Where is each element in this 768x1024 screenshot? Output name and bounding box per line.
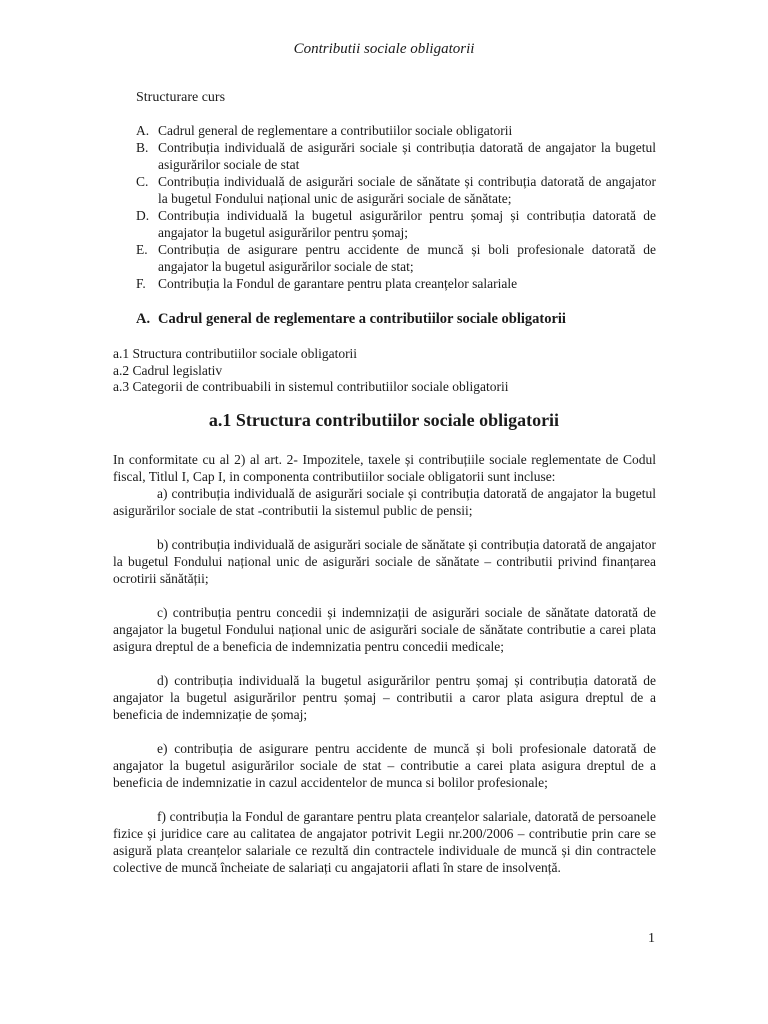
paragraph: d) contribuția individuală la bugetul asigurărilor pentru șomaj și contribuția datorată de angajator la bugetul asigurărilor pentru șomaj – contributii a caror plata asigura dreptul de a beneficia de indemnizație de șomaj; (113, 673, 656, 722)
list-item-text: Contribuția la Fondul de garantare pentru plata creanțelor salariale (158, 276, 518, 291)
intro-paragraph: In conformitate cu al 2) al art. 2- Impozitele, taxele și contribuțiile sociale reglementate de Codul fiscal, Titlul I, Cap I, in componenta contributiilor sociale obligatorii sunt incluse: (113, 452, 656, 484)
list-item (136, 139, 656, 173)
list-item-letter: B. (136, 140, 149, 155)
list-item (136, 173, 656, 207)
list-item (136, 241, 656, 275)
section-a-title (136, 311, 566, 328)
list-item-letter: C. (136, 174, 149, 189)
section-heading: a.1 Structura contributiilor sociale obligatorii (208, 410, 560, 430)
paragraph: f) contribuția la Fondul de garantare pentru plata creanțelor salariale, datorată de persoanele fizice și juridice care au calitatea de angajator potrivit Legii nr.200/2006 – contributie prin care se asigură plata creanțelor salariale ce rezultă din contractele individuale de muncă și din contractele colective de muncă încheiate de salariați cu angajatorii aflati în stare de insolvență. (113, 809, 656, 875)
list-item-text: Contribuția individuală la bugetul asigurărilor pentru șomaj și contribuția datorată de angajator la bugetul asigurărilor pentru șomaj; (158, 208, 656, 240)
list-item-letter: D. (136, 208, 150, 223)
list-item (136, 275, 656, 292)
section-title-text: Cadrul general de reglementare a contributiilor sociale obligatorii (158, 311, 566, 327)
subsection-item: a.3 Categorii de contribuabili in sistemul contributiilor sociale obligatorii (113, 379, 509, 394)
subsection-item: a.2 Cadrul legislativ (113, 362, 223, 378)
list-item-letter: E. (136, 242, 148, 257)
running-header: Contributii sociale obligatorii (293, 41, 475, 57)
body-text (113, 451, 656, 893)
list-item-text: Contribuția de asigurare pentru accidente de muncă și boli profesionale datorată de angajator la bugetul asigurărilor sociale de stat; (158, 242, 656, 274)
course-outline-list (136, 122, 656, 292)
list-item-letter: A. (136, 123, 150, 138)
page-number: 1 (648, 931, 655, 946)
list-item-letter: F. (136, 276, 146, 291)
subsection-list (113, 346, 509, 396)
list-item-text: Cadrul general de reglementare a contributiilor sociale obligatorii (158, 123, 513, 138)
subsection-item: a.1 Structura contributiilor sociale obligatorii (113, 346, 358, 361)
section-letter: A. (136, 311, 151, 327)
list-item-text: Contribuția individuală de asigurări sociale de sănătate și contribuția datorată de angajator la bugetul Fondului național unic de asigurări sociale de sănătate; (158, 174, 656, 206)
list-item (136, 207, 656, 241)
paragraph: e) contribuția de asigurare pentru accidente de muncă și boli profesionale datorată de angajator la bugetul asigurărilor sociale de stat – contributie a carei plata asigura dreptul de a beneficia de indemnizatie in cazul accidentelor de munca si bolilor profesionale; (113, 741, 656, 790)
list-item (136, 122, 656, 139)
paragraph: b) contribuția individuală de asigurări sociale de sănătate și contribuția datorată de angajator la bugetul Fondului național unic de asigurări sociale de sănătate – contributii privind finanțarea ocrotirii sănătății; (113, 537, 656, 586)
course-structure-title: Structurare curs (136, 90, 226, 105)
list-item-text: Contribuția individuală de asigurări sociale și contribuția datorată de angajator la bugetul asigurărilor sociale de stat (158, 140, 656, 172)
paragraph: c) contribuția pentru concedii și indemnizații de asigurări sociale de sănătate datorată de angajator la bugetul Fondului național unic de asigurări sociale de sănătate contributie a carei plata asigura dreptul de a beneficia de indemnizatia pentru concedii medicale; (113, 605, 656, 654)
paragraph: a) contribuția individuală de asigurări sociale și contribuția datorată de angajator la bugetul asigurărilor sociale de stat -contributii la sistemul public de pensii; (113, 486, 656, 518)
